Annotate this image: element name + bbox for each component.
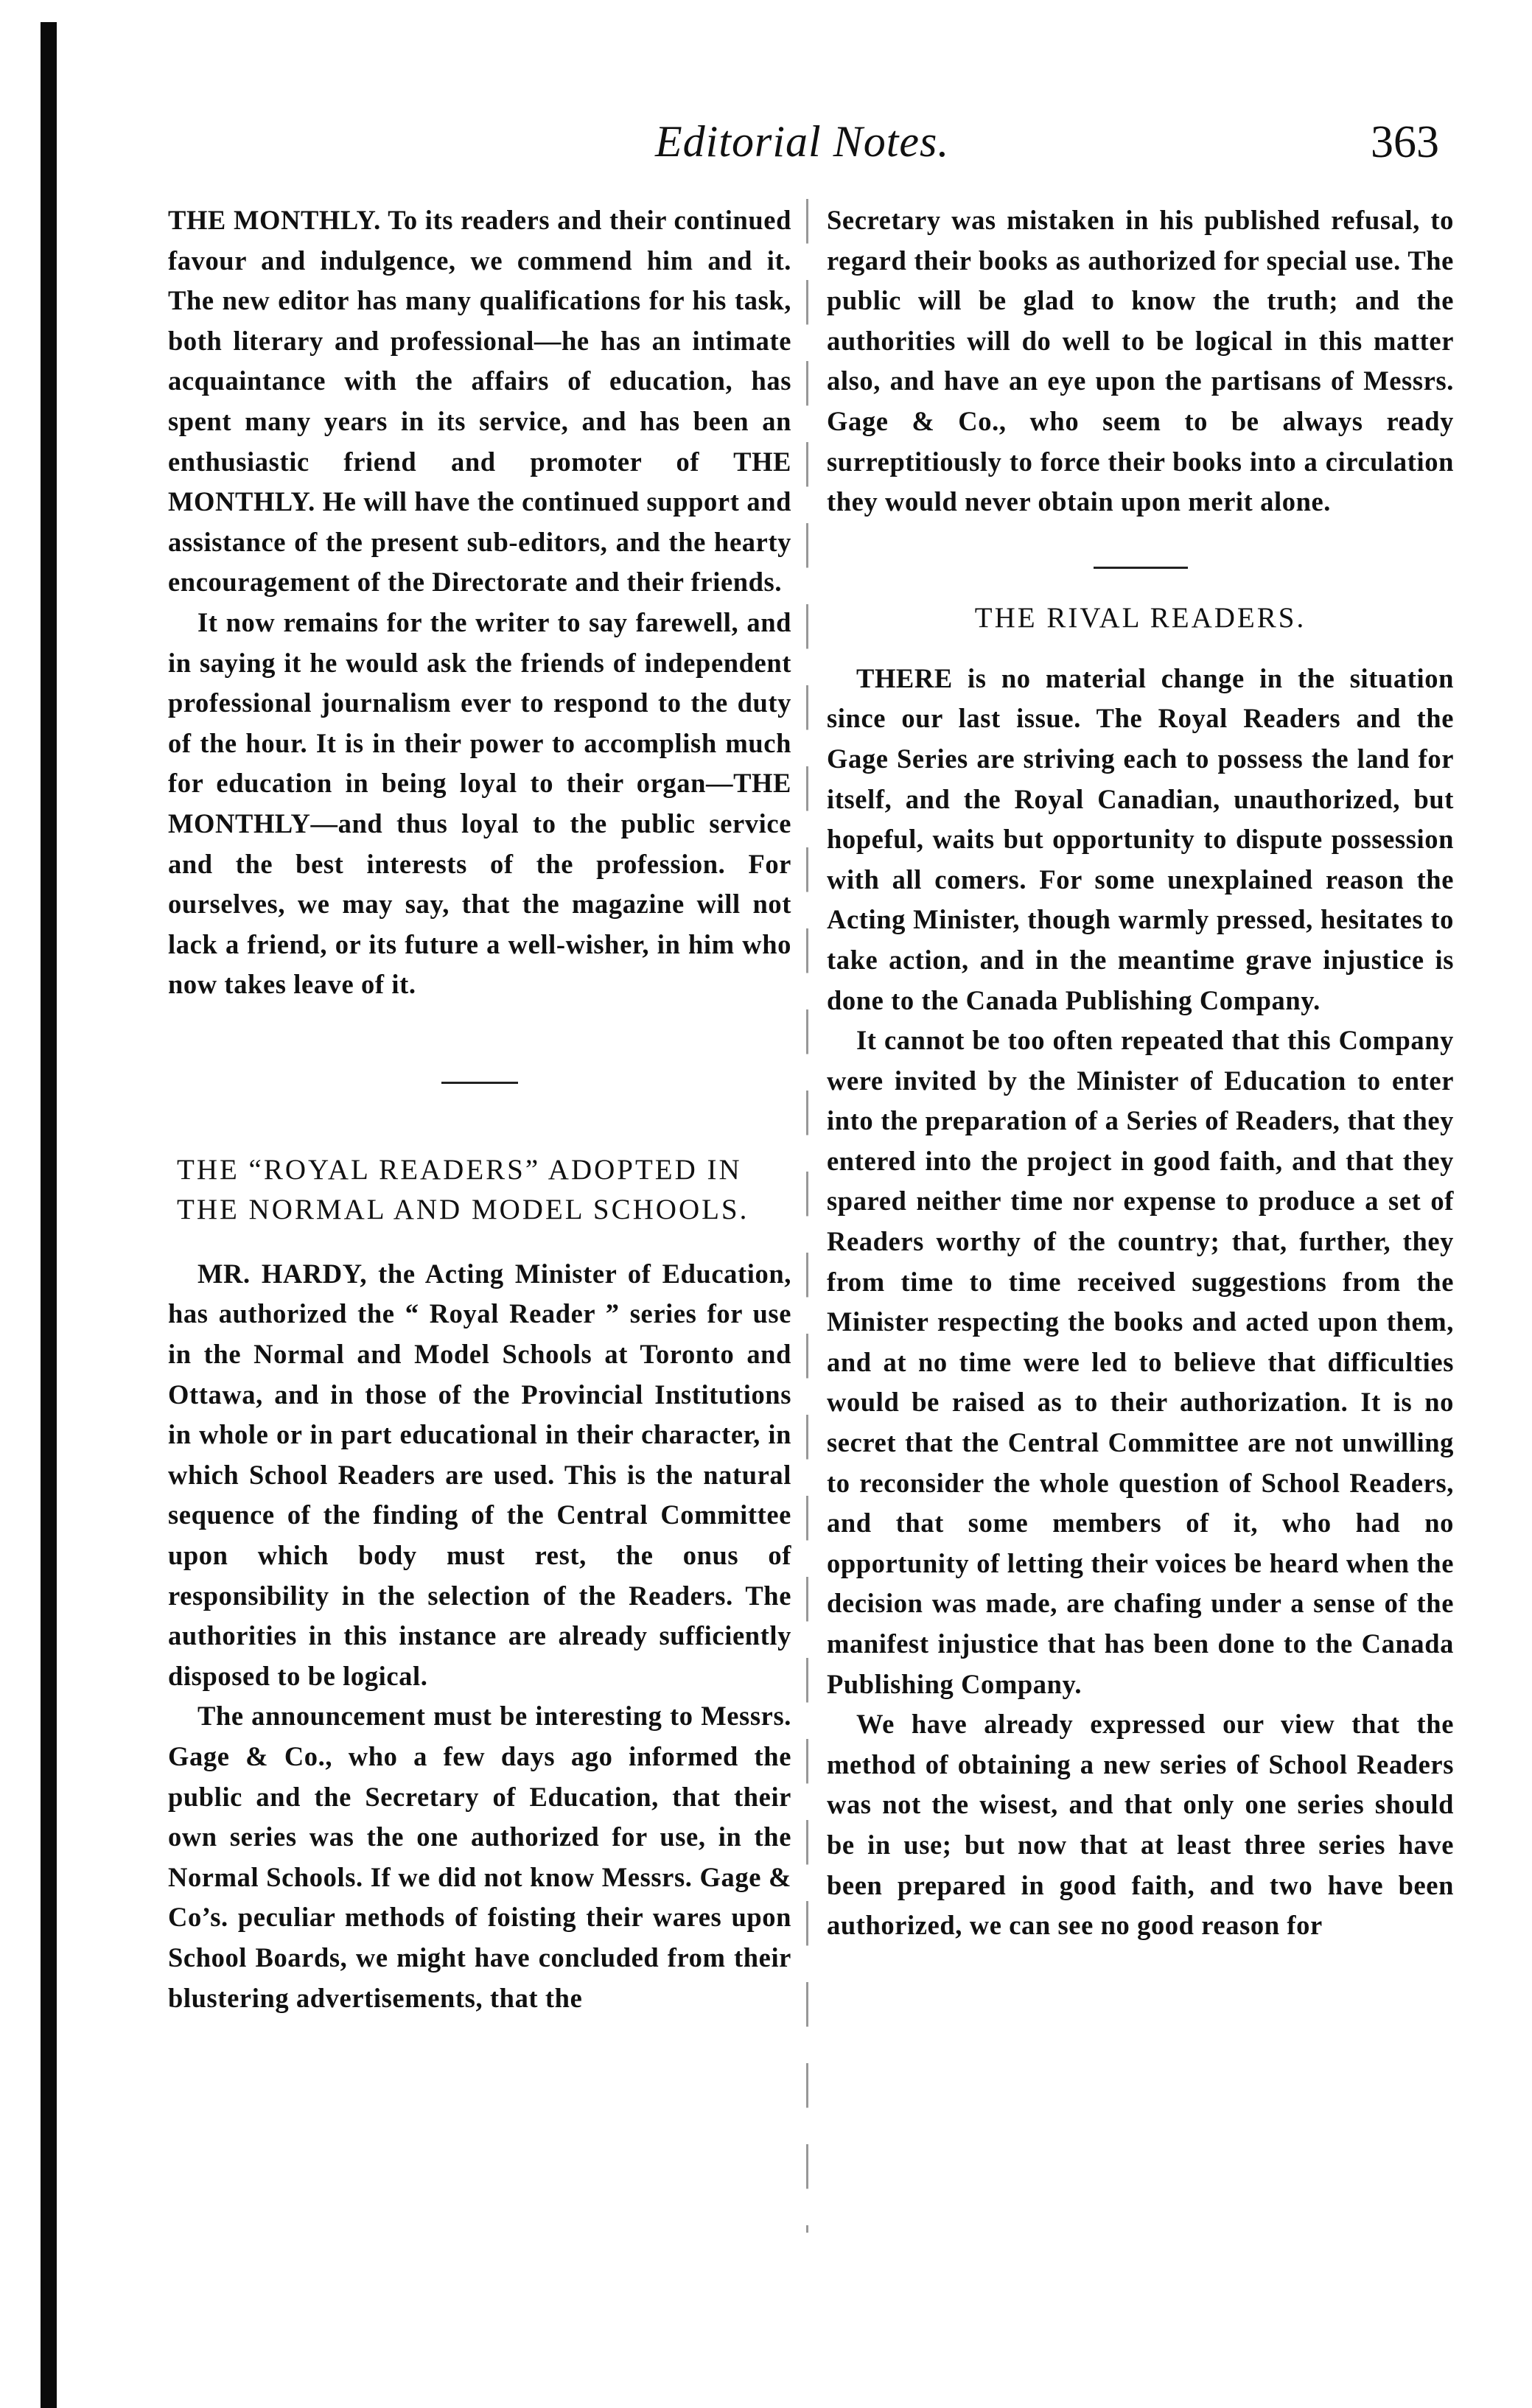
left-column: [168, 200, 791, 2018]
paragraph-situation: THERE is no material change in the situation since our last issue. The Royal Readers and the Gage Series are striving each to possess the land for itself, and the Royal Canadian, unauthorized, but hopeful, waits but opportunity to dispute possession with all comers. For some unexplained reason the Acting Minister, though warmly pressed, hesitates to take action, and in the meantime grave injustice is done to the Canada Publishing Company.: [827, 662, 1454, 1015]
paragraph-hardy-authorization: MR. HARDY, the Acting Minister of Education, has authorized the “ Royal Reader ” series for use in the Normal and Model Schools at Toronto and Ottawa, and in those of the Provincial Institutions in whole or in part educational in their character, in which School Readers are used. This is the natural sequence of the finding of the Central Committee upon which body must rest, the onus of responsibility in the selection of the Readers. The authorities in this instance are already sufficiently disposed to be logical.: [168, 1258, 791, 1691]
paragraph-gage-announcement: The announcement must be interesting to Messrs. Gage & Co., who a few days ago informed the public and the Secretary of Education, that their own series was the one authorized for use, in the Normal Schools. If we did not know Messrs. Gage & Co’s. peculiar methods of foisting their wares upon School Boards, we might have concluded from their blustering advertisements, that the: [168, 1701, 791, 2013]
paragraph-farewell: It now remains for the writer to say farewell, and in saying it he would ask the friends of independent professional journalism ever to respond to the duty of the hour. It is in their power to accomplish much for education in being loyal to their organ—THE MONTHLY—and thus loyal to the public service and the best interests of the profession. For ourselves, we may say, that the magazine will not lack a friend, or its future a well-wisher, in him who now takes leave of it.: [168, 606, 791, 1000]
paragraph-secretary-refusal: Secretary was mistaken in his published refusal, to regard their books as authorized for special use. The public will be glad to know the truth; and the authorities will do well to be logical in this matter also, and have an eye upon the partisans of Messrs. Gage & Co., who seem to be always ready surreptitiously to force their books into a circulation they would never obtain upon merit alone.: [827, 205, 1454, 517]
page-number: 363: [1371, 117, 1439, 167]
right-column: [827, 200, 1454, 1946]
page-spine-shadow: [41, 22, 57, 2408]
paragraph-our-view: We have already expressed our view that the method of obtaining a new series of School Readers was not the wisest, and that only one series should be in use; but now that at least three series have been prepared in good faith, and two have been authorized, we can see no good reason for: [827, 1709, 1454, 1941]
section-rule: [441, 1082, 518, 1084]
section-heading-royal-readers: THE “ROYAL READERS” ADOPTED IN THE NORMAL AND MODEL SCHOOLS.: [177, 1153, 749, 1225]
section-heading-rival-readers: THE RIVAL READERS.: [974, 601, 1307, 634]
section-rule: [1094, 567, 1188, 569]
paragraph-monthly-editor: THE MONTHLY. To its readers and their continued favour and indulgence, we commend him and it. The new editor has many qualifications for his task, both literary and professional—he has an intimate acquaintance with the affairs of education, has spent many years in its service, and has been an enthusiastic friend and promoter of THE MONTHLY. He will have the continued support and assistance of the present sub-editors, and the hearty encouragement of the Directorate and their friends.: [168, 205, 791, 598]
paragraph-canada-publishing: It cannot be too often repeated that this Company were invited by the Minister of Education to enter into the preparation of a Series of Readers, that they entered into the project in good faith, and that they spared neither time nor expense to produce a set of Readers worthy of the country; that, further, they from time to time received suggestions from the Minister respecting the books and acted upon them, and at no time were led to believe that difficulties would be raised as to their authorization. It is no secret that the Central Committee are not unwilling to reconsider the whole question of School Readers, and that some members of it, who had no opportunity of letting their voices be heard when the decision was made, are chafing under a sense of the manifest injustice that has been done to the Canada Publishing Company.: [827, 1025, 1454, 1699]
running-title: Editorial Notes.: [655, 117, 950, 166]
column-divider: [806, 199, 808, 2233]
